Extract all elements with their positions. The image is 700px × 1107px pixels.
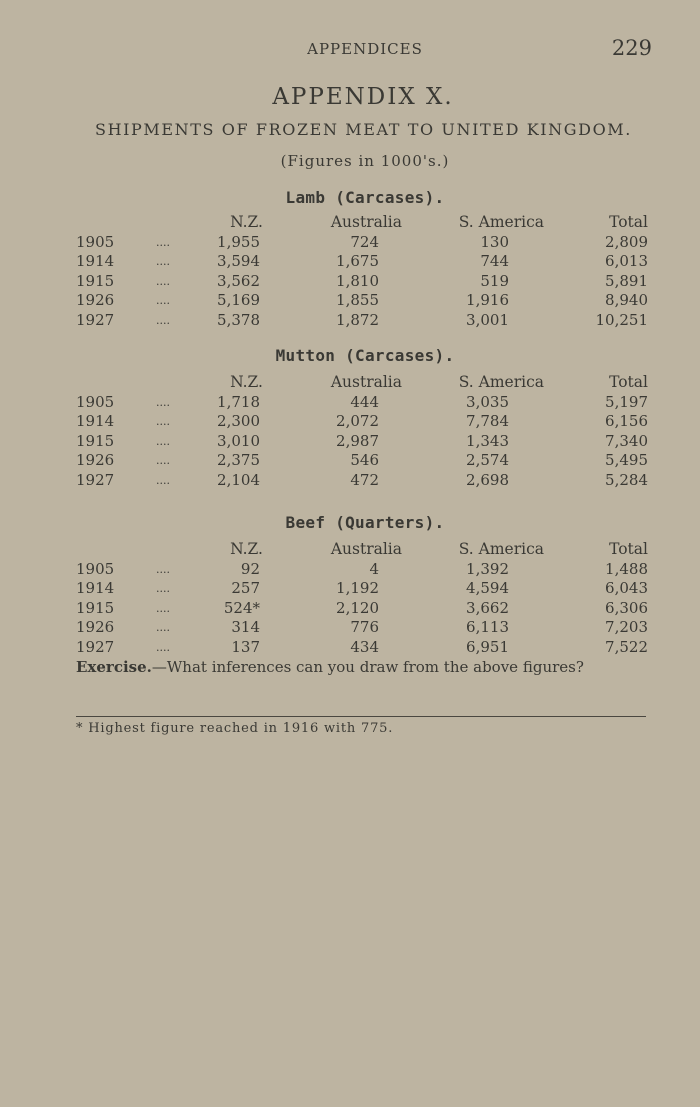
- column-header-nz: N.Z.: [230, 373, 263, 391]
- total-cell: 6,306: [605, 598, 648, 617]
- total-cell: 7,340: [605, 431, 648, 450]
- table-header-row: [0, 213, 700, 233]
- australia-cell: 1,675: [336, 252, 379, 270]
- table-row: [0, 618, 700, 638]
- leader-dots: ....: [156, 274, 170, 288]
- section-title-beef: Beef (Quarters).: [285, 513, 445, 532]
- year-cell: 1905: [76, 232, 115, 251]
- total-cell: 5,495: [605, 451, 648, 469]
- nz-cell: 2,300: [217, 412, 260, 430]
- year-cell: 1915: [76, 598, 115, 617]
- nz-cell: 524*: [223, 598, 260, 617]
- s-america-cell: 1,392: [466, 559, 509, 578]
- total-cell: 8,940: [605, 291, 648, 309]
- s-america-cell: 2,574: [466, 451, 509, 469]
- year-cell: 1927: [76, 310, 115, 329]
- leader-dots: ....: [156, 454, 170, 467]
- leader-dots: ....: [156, 235, 170, 249]
- s-america-cell: 7,784: [466, 412, 509, 430]
- year-cell: 1927: [76, 470, 115, 489]
- column-header-s-america: S. America: [458, 540, 544, 558]
- table-beef: [0, 540, 700, 657]
- column-header-australia: Australia: [330, 540, 402, 558]
- table-header-row: [0, 540, 700, 560]
- total-cell: 5,197: [605, 392, 648, 411]
- nz-cell: 1,718: [217, 392, 260, 411]
- table-header-row: [0, 373, 700, 393]
- s-america-cell: 519: [480, 271, 509, 290]
- s-america-cell: 6,113: [466, 618, 509, 636]
- table-row: [0, 412, 700, 432]
- nz-cell: 257: [231, 579, 260, 597]
- total-cell: 5,891: [605, 271, 648, 290]
- table-row: [0, 393, 700, 413]
- nz-cell: 3,594: [217, 252, 260, 270]
- total-cell: 5,284: [605, 470, 648, 489]
- s-america-cell: 3,001: [466, 310, 509, 329]
- australia-cell: 546: [350, 451, 379, 469]
- year-cell: 1914: [76, 252, 115, 270]
- column-header-australia: Australia: [330, 373, 402, 391]
- year-cell: 1914: [76, 412, 115, 430]
- leader-dots: ....: [156, 621, 170, 634]
- column-header-s-america: S. America: [458, 373, 544, 391]
- year-cell: 1914: [76, 579, 115, 597]
- nz-cell: 3,010: [217, 431, 260, 450]
- column-header-nz: N.Z.: [230, 540, 263, 558]
- column-header-nz: N.Z.: [230, 213, 263, 231]
- appendix-title: APPENDIX X.: [272, 84, 454, 110]
- table-row: [0, 291, 700, 311]
- australia-cell: 4: [369, 559, 379, 578]
- nz-cell: 314: [231, 618, 260, 636]
- s-america-cell: 744: [480, 252, 509, 270]
- main-heading: SHIPMENTS OF FROZEN MEAT TO UNITED KINGDOM.: [95, 120, 632, 139]
- nz-cell: 2,104: [217, 470, 260, 489]
- australia-cell: 2,120: [336, 598, 379, 617]
- footnote: * Highest figure reached in 1916 with 775.: [76, 721, 394, 736]
- nz-cell: 3,562: [217, 271, 260, 290]
- year-cell: 1905: [76, 559, 115, 578]
- page-number: 229: [611, 36, 652, 60]
- s-america-cell: 130: [480, 232, 509, 251]
- year-cell: 1915: [76, 271, 115, 290]
- australia-cell: 776: [350, 618, 379, 636]
- leader-dots: ....: [156, 473, 170, 487]
- section-title-mutton: Mutton (Carcases).: [275, 346, 455, 365]
- s-america-cell: 6,951: [466, 637, 509, 656]
- australia-cell: 472: [350, 470, 379, 489]
- leader-dots: ....: [156, 255, 170, 268]
- total-cell: 6,156: [605, 412, 648, 430]
- australia-cell: 434: [350, 637, 379, 656]
- total-cell: 7,203: [605, 618, 648, 636]
- nz-cell: 92: [240, 559, 260, 578]
- total-cell: 10,251: [595, 310, 648, 329]
- year-cell: 1926: [76, 451, 115, 469]
- column-header-australia: Australia: [330, 213, 402, 231]
- column-header-total: Total: [609, 373, 648, 391]
- australia-cell: 2,987: [336, 431, 379, 450]
- nz-cell: 137: [231, 637, 260, 656]
- running-title: APPENDICES: [307, 40, 423, 58]
- australia-cell: 1,810: [336, 271, 379, 290]
- leader-dots: ....: [156, 415, 170, 428]
- leader-dots: ....: [156, 562, 170, 576]
- exercise-label: Exercise.: [76, 658, 152, 676]
- leader-dots: ....: [156, 601, 170, 615]
- table-row: [0, 599, 700, 619]
- leader-dots: ....: [156, 294, 170, 307]
- exercise-text: —What inferences can you draw from the above figures?: [151, 658, 584, 676]
- total-cell: 6,043: [605, 579, 648, 597]
- leader-dots: ....: [156, 640, 170, 654]
- column-header-total: Total: [609, 540, 648, 558]
- table-row: [0, 638, 700, 658]
- exercise-paragraph: [76, 657, 646, 678]
- table-row: [0, 579, 700, 599]
- nz-cell: 1,955: [217, 232, 260, 251]
- table-row: [0, 451, 700, 471]
- total-cell: 2,809: [605, 232, 648, 251]
- australia-cell: 1,872: [336, 310, 379, 329]
- table-row: [0, 471, 700, 491]
- year-cell: 1926: [76, 618, 115, 636]
- year-cell: 1927: [76, 637, 115, 656]
- leader-dots: ....: [156, 434, 170, 448]
- year-cell: 1926: [76, 291, 115, 309]
- leader-dots: ....: [156, 313, 170, 327]
- total-cell: 7,522: [605, 637, 648, 656]
- table-row: [0, 233, 700, 253]
- running-head: [0, 36, 700, 62]
- australia-cell: 724: [350, 232, 379, 251]
- section-title-lamb: Lamb (Carcases).: [285, 188, 445, 207]
- australia-cell: 1,855: [336, 291, 379, 309]
- column-header-total: Total: [609, 213, 648, 231]
- nz-cell: 5,378: [217, 310, 260, 329]
- total-cell: 6,013: [605, 252, 648, 270]
- australia-cell: 444: [350, 392, 379, 411]
- column-header-s-america: S. America: [458, 213, 544, 231]
- australia-cell: 2,072: [336, 412, 379, 430]
- leader-dots: ....: [156, 395, 170, 409]
- nz-cell: 5,169: [217, 291, 260, 309]
- table-row: [0, 272, 700, 292]
- nz-cell: 2,375: [217, 451, 260, 469]
- leader-dots: ....: [156, 582, 170, 595]
- table-row: [0, 311, 700, 331]
- table-row: [0, 252, 700, 272]
- figures-note: (Figures in 1000's.): [280, 152, 450, 170]
- s-america-cell: 3,662: [466, 598, 509, 617]
- s-america-cell: 3,035: [466, 392, 509, 411]
- s-america-cell: 1,343: [466, 431, 509, 450]
- australia-cell: 1,192: [336, 579, 379, 597]
- table-row: [0, 432, 700, 452]
- total-cell: 1,488: [605, 559, 648, 578]
- table-lamb: [0, 213, 700, 330]
- s-america-cell: 1,916: [466, 291, 509, 309]
- footnote-rule: [76, 716, 646, 717]
- table-mutton: [0, 373, 700, 490]
- table-row: [0, 560, 700, 580]
- s-america-cell: 4,594: [466, 579, 509, 597]
- year-cell: 1915: [76, 431, 115, 450]
- year-cell: 1905: [76, 392, 115, 411]
- s-america-cell: 2,698: [466, 470, 509, 489]
